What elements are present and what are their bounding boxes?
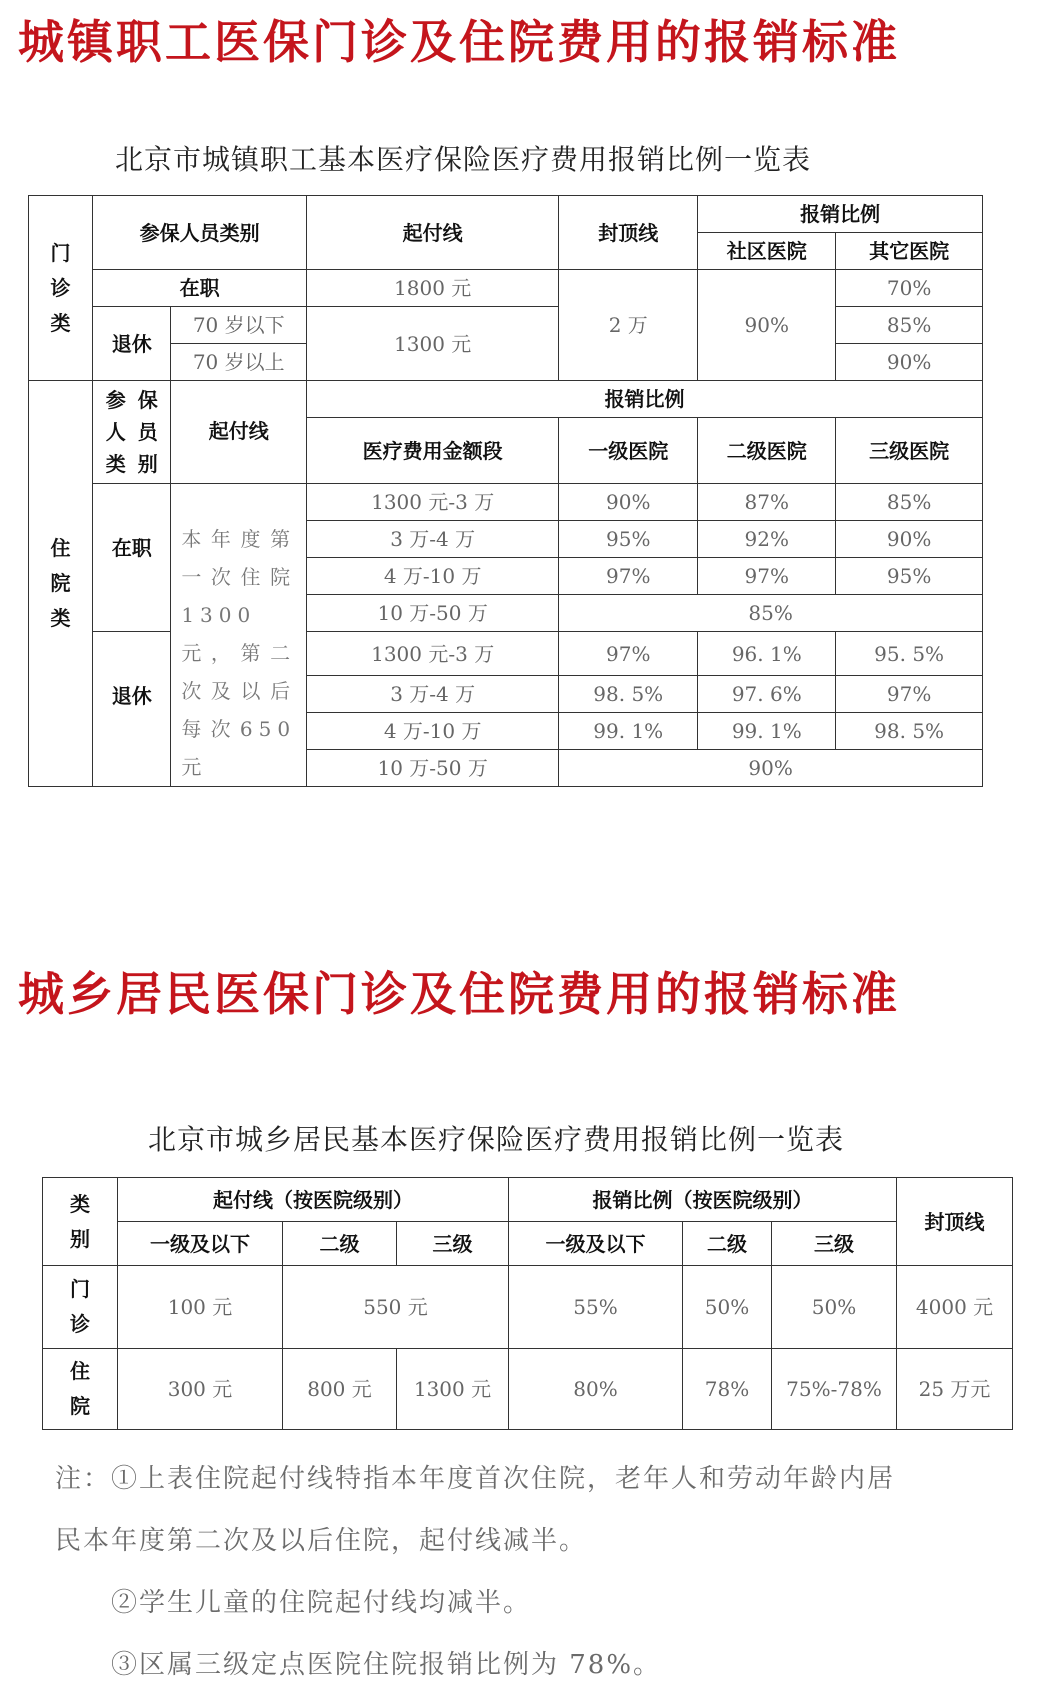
- ratio-level2-header: 二级: [683, 1222, 772, 1266]
- notes: [55, 1448, 995, 1696]
- employee-table-caption: 北京市城镇职工基本医疗保险医疗费用报销比例一览表: [115, 143, 812, 176]
- inpatient-type-header-char: 人: [105, 420, 126, 444]
- ret-rate-top: 90%: [559, 750, 983, 787]
- retired-under70-label: 70 岁以下: [171, 307, 307, 344]
- ratio-by-level-header: 报销比例（按医院级别）: [509, 1178, 897, 1222]
- ret-range-3: 4 万-10 万: [307, 713, 559, 750]
- resident-heading: 城乡居民医保门诊及住院费用的报销标准: [18, 967, 900, 1021]
- ret-l3-1: 95. 5%: [836, 632, 983, 676]
- res-in-ded-l3: 1300 元: [397, 1349, 509, 1430]
- employed-label: 在职: [93, 270, 307, 307]
- resident-table-caption: 北京市城乡居民基本医疗保险医疗费用报销比例一览表: [148, 1123, 845, 1156]
- ret-range-2: 3 万-4 万: [307, 676, 559, 713]
- emp-l2-3: 97%: [698, 558, 836, 595]
- res-in-r-l1: 80%: [509, 1349, 683, 1430]
- inpatient-type-header-char: 类: [105, 452, 126, 476]
- cap-header: 封顶线: [559, 196, 698, 270]
- emp-l2-2: 92%: [698, 521, 836, 558]
- outpatient-cap: 2 万: [559, 270, 698, 381]
- emp-l3-1: 85%: [836, 484, 983, 521]
- res-out-r-l3: 50%: [772, 1266, 897, 1349]
- resident-outpatient-label: 门诊: [43, 1266, 118, 1349]
- inpatient-deductible-text: 本年度第一次住院1300元，第二次及以后每次650元: [171, 484, 307, 787]
- ret-l2-3: 99. 1%: [698, 713, 836, 750]
- ret-range-top: 10 万-50 万: [307, 750, 559, 787]
- community-hospital-header: 社区医院: [698, 233, 836, 270]
- resident-reimbursement-table: [42, 1177, 1013, 1430]
- inpatient-ratio-header: 报销比例: [307, 381, 983, 418]
- inpatient-type-header-char: 别: [137, 452, 158, 476]
- res-out-ded-l1: 100 元: [118, 1266, 283, 1349]
- resident-cap-header: 封顶线: [897, 1178, 1013, 1266]
- retired-over70-label: 70 岁以上: [171, 344, 307, 381]
- emp-l3-3: 95%: [836, 558, 983, 595]
- resident-inpatient-label: 住院: [43, 1349, 118, 1430]
- res-in-r-l3: 75%-78%: [772, 1349, 897, 1430]
- res-out-r-l2: 50%: [683, 1266, 772, 1349]
- ret-l1-3: 99. 1%: [559, 713, 698, 750]
- ratio-header: 报销比例: [698, 196, 983, 233]
- emp-rate-top: 85%: [559, 595, 983, 632]
- retired-under70-other-rate: 85%: [836, 307, 983, 344]
- ded-level2-header: 二级: [283, 1222, 397, 1266]
- emp-l3-2: 90%: [836, 521, 983, 558]
- emp-l1-1: 90%: [559, 484, 698, 521]
- ret-l3-2: 97%: [836, 676, 983, 713]
- inpatient-type-header: [93, 381, 171, 484]
- res-in-cap: 25 万元: [897, 1349, 1013, 1430]
- res-in-r-l2: 78%: [683, 1349, 772, 1430]
- ret-l2-1: 96. 1%: [698, 632, 836, 676]
- employed-other-rate: 70%: [836, 270, 983, 307]
- ret-l2-2: 97. 6%: [698, 676, 836, 713]
- community-rate: 90%: [698, 270, 836, 381]
- ret-l3-3: 98. 5%: [836, 713, 983, 750]
- inpatient-type-header-char: 保: [137, 388, 158, 412]
- outpatient-category-cell: 门诊类: [29, 196, 93, 381]
- ratio-level3-header: 三级: [772, 1222, 897, 1266]
- res-out-r-l1: 55%: [509, 1266, 683, 1349]
- emp-range-3: 4 万-10 万: [307, 558, 559, 595]
- inpatient-retired-label: 退休: [93, 632, 171, 787]
- employed-deductible: 1800 元: [307, 270, 559, 307]
- inpatient-employed-label: 在职: [93, 484, 171, 632]
- note-3: ③区属三级定点医院住院报销比例为 78%。: [111, 1650, 662, 1680]
- ret-l1-2: 98. 5%: [559, 676, 698, 713]
- amount-range-header: 医疗费用金额段: [307, 418, 559, 484]
- ret-l1-1: 97%: [559, 632, 698, 676]
- level1-hospital-header: 一级医院: [559, 418, 698, 484]
- employee-heading: 城镇职工医保门诊及住院费用的报销标准: [18, 15, 900, 69]
- emp-range-top: 10 万-50 万: [307, 595, 559, 632]
- res-out-cap: 4000 元: [897, 1266, 1013, 1349]
- res-in-ded-l1: 300 元: [118, 1349, 283, 1430]
- emp-l2-1: 87%: [698, 484, 836, 521]
- emp-range-1: 1300 元-3 万: [307, 484, 559, 521]
- ded-level3-header: 三级: [397, 1222, 509, 1266]
- emp-l1-2: 95%: [559, 521, 698, 558]
- other-hospital-header: 其它医院: [836, 233, 983, 270]
- deductible-by-level-header: 起付线（按医院级别）: [118, 1178, 509, 1222]
- ded-level1-header: 一级及以下: [118, 1222, 283, 1266]
- inpatient-type-header-char: 员: [137, 420, 158, 444]
- level2-hospital-header: 二级医院: [698, 418, 836, 484]
- emp-l1-3: 97%: [559, 558, 698, 595]
- inpatient-type-header-char: 参: [105, 388, 126, 412]
- note-1-line-2: 民本年度第二次及以后住院，起付线减半。: [55, 1526, 588, 1556]
- retired-over70-other-rate: 90%: [836, 344, 983, 381]
- retired-label: 退休: [93, 307, 171, 381]
- retired-deductible: 1300 元: [307, 307, 559, 381]
- note-2: ②学生儿童的住院起付线均减半。: [111, 1588, 532, 1618]
- inpatient-deductible-header: 起付线: [171, 381, 307, 484]
- res-out-ded-l23: 550 元: [283, 1266, 509, 1349]
- insured-type-header: 参保人员类别: [93, 196, 307, 270]
- note-1-line-1: 注：①上表住院起付线特指本年度首次住院，老年人和劳动年龄内居: [55, 1464, 896, 1494]
- ratio-level1-header: 一级及以下: [509, 1222, 683, 1266]
- deductible-header: 起付线: [307, 196, 559, 270]
- emp-range-2: 3 万-4 万: [307, 521, 559, 558]
- inpatient-category-cell: 住院类: [29, 381, 93, 787]
- type-header-cell: 类别: [43, 1178, 118, 1266]
- employee-reimbursement-table: [28, 195, 983, 787]
- level3-hospital-header: 三级医院: [836, 418, 983, 484]
- ret-range-1: 1300 元-3 万: [307, 632, 559, 676]
- res-in-ded-l2: 800 元: [283, 1349, 397, 1430]
